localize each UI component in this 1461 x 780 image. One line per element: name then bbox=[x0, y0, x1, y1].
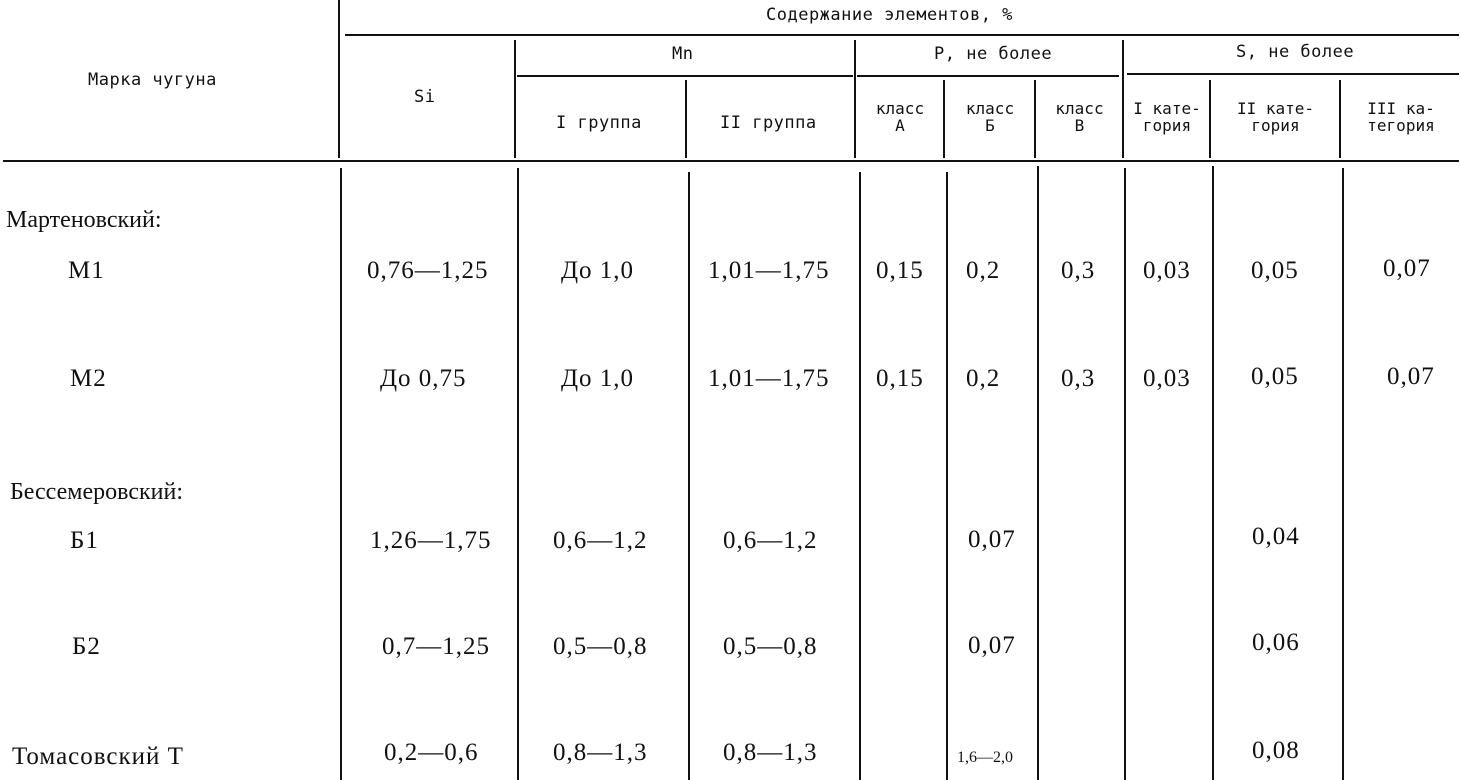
body-divider-grade bbox=[340, 168, 342, 780]
row-m1-s3: 0,07 bbox=[1383, 255, 1431, 282]
row-m2-si: До 0,75 bbox=[380, 365, 467, 392]
row-b2-grade: Б2 bbox=[72, 633, 101, 660]
row-m2-mn2: 1,01—1,75 bbox=[708, 365, 830, 392]
row-t-p: 1,6—2,0 bbox=[957, 749, 1013, 766]
row-b2-si: 0,7—1,25 bbox=[382, 633, 490, 660]
row-b2-mn2: 0,5—0,8 bbox=[723, 633, 818, 660]
row-m1-p-b: 0,2 bbox=[966, 257, 1001, 284]
header-divider-mn bbox=[685, 80, 687, 158]
header-divider-p-s bbox=[1122, 40, 1124, 158]
row-m2-s1: 0,03 bbox=[1143, 365, 1191, 392]
content-header: Содержание элементов, % bbox=[766, 5, 1013, 25]
row-t-mn1: 0,8—1,3 bbox=[553, 739, 648, 766]
body-divider-s2 bbox=[1342, 168, 1344, 780]
body-divider-mn bbox=[688, 172, 690, 780]
row-b1-mn1: 0,6—1,2 bbox=[553, 527, 648, 554]
p-column-header: P, не более bbox=[934, 44, 1053, 64]
row-m1-p-v: 0,3 bbox=[1061, 257, 1096, 284]
row-m1-si: 0,76—1,25 bbox=[367, 257, 489, 284]
body-divider-p-s bbox=[1124, 168, 1126, 780]
row-m2-p-b: 0,2 bbox=[966, 365, 1001, 392]
s-category-3-header: III ка- тегория bbox=[1367, 99, 1435, 135]
row-m1-s2: 0,05 bbox=[1251, 257, 1299, 284]
body-divider-s1 bbox=[1212, 166, 1214, 780]
row-m2-p-a: 0,15 bbox=[876, 365, 924, 392]
header-divider-mn-p bbox=[854, 40, 856, 158]
row-t-grade: Томасовский Т bbox=[12, 743, 184, 770]
row-m1-p-a: 0,15 bbox=[876, 257, 924, 284]
row-b1-si: 1,26—1,75 bbox=[370, 527, 492, 554]
row-b1-mn2: 0,6—1,2 bbox=[723, 527, 818, 554]
header-divider-grade bbox=[338, 0, 340, 158]
p-class-v-header: класс В bbox=[1055, 99, 1104, 135]
row-m2-p-v: 0,3 bbox=[1061, 365, 1096, 392]
content-header-rule bbox=[345, 34, 1459, 36]
body-divider-si bbox=[517, 168, 519, 780]
row-m1-mn2: 1,01—1,75 bbox=[708, 257, 830, 284]
header-bottom-rule bbox=[3, 160, 1459, 162]
row-b2-mn1: 0,5—0,8 bbox=[553, 633, 648, 660]
body-divider-pA bbox=[946, 172, 948, 780]
header-divider-s2 bbox=[1339, 80, 1341, 158]
row-m1-mn1: До 1,0 bbox=[561, 257, 635, 284]
row-b1-grade: Б1 bbox=[70, 527, 99, 554]
mn-column-header: Mn bbox=[672, 44, 694, 64]
p-class-a-header: класс А bbox=[875, 99, 925, 135]
s-header-rule bbox=[1127, 73, 1459, 75]
body-divider-pB bbox=[1037, 166, 1039, 780]
header-divider-s1 bbox=[1209, 80, 1211, 158]
header-divider-pB bbox=[1034, 80, 1036, 158]
mn-group-2-header: II группа bbox=[720, 113, 817, 133]
p-class-b-header: класс Б bbox=[965, 99, 1015, 135]
s-category-1-header: I кате- гория bbox=[1133, 99, 1201, 135]
p-header-rule bbox=[857, 75, 1119, 77]
row-m2-s2: 0,05 bbox=[1251, 363, 1299, 390]
s-category-2-header: II кате- гория bbox=[1236, 99, 1315, 135]
row-m2-grade: М2 bbox=[70, 365, 107, 392]
row-b2-s: 0,06 bbox=[1252, 629, 1300, 656]
row-m2-s3: 0,07 bbox=[1387, 363, 1435, 390]
row-m1-s1: 0,03 bbox=[1143, 257, 1191, 284]
group-label-bessemer: Бессемеровский: bbox=[10, 479, 183, 505]
s-column-header: S, не более bbox=[1236, 42, 1355, 62]
row-m2-mn1: До 1,0 bbox=[561, 365, 635, 392]
mn-header-rule bbox=[517, 75, 853, 77]
row-m1-grade: М1 bbox=[68, 257, 105, 284]
header-divider-si bbox=[514, 40, 516, 158]
body-divider-mn-p bbox=[859, 172, 861, 780]
row-t-si: 0,2—0,6 bbox=[384, 739, 479, 766]
grade-column-header: Марка чугуна bbox=[88, 70, 217, 90]
header-divider-pA bbox=[943, 80, 945, 158]
row-b2-p: 0,07 bbox=[968, 632, 1016, 659]
row-b1-s: 0,04 bbox=[1252, 523, 1300, 550]
row-t-mn2: 0,8—1,3 bbox=[723, 739, 818, 766]
row-b1-p: 0,07 bbox=[968, 526, 1016, 553]
si-column-header: Si bbox=[414, 87, 436, 107]
row-t-s: 0,08 bbox=[1252, 737, 1300, 764]
mn-group-1-header: I группа bbox=[556, 113, 642, 133]
group-label-open-hearth: Мартеновский: bbox=[6, 207, 162, 233]
